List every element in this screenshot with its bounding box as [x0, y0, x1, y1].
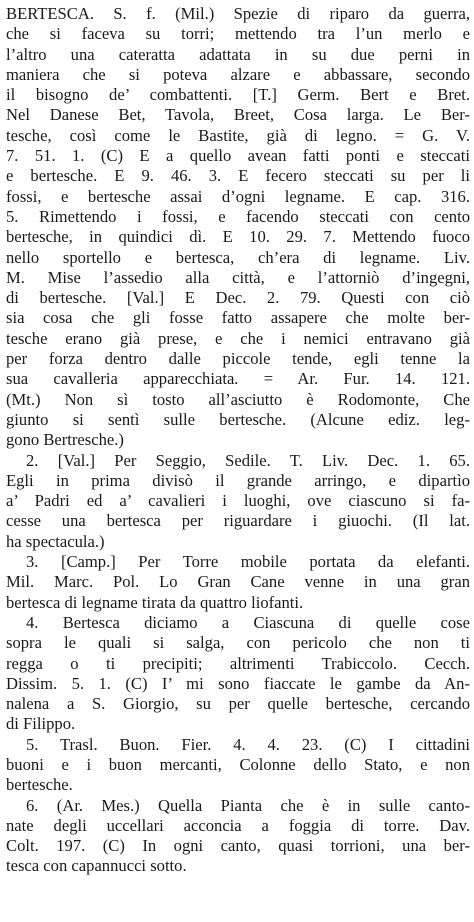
- entry-line: regga o ti precipiti; altrimenti Trabiccolo. Cecch.: [6, 653, 470, 673]
- entry-line: il bisogno de’ combattenti. [T.] Germ. Bert e Bret.: [6, 85, 470, 105]
- entry-line: tesca con capannucci sotto.: [6, 856, 187, 876]
- entry-line: nello sportello e bertesca, ch’era di legname. Liv.: [6, 247, 470, 267]
- entry-line: buoni e i buon mercanti, Colonne dello Stato, e non: [6, 754, 470, 774]
- entry-line: nalena a S. Giorgio, su per quelle bertesche, cercando: [6, 694, 470, 714]
- entry-line: maniera che si poteva alzare e abbassare, secondo: [6, 64, 470, 84]
- entry-line: per forza dentro dalle piccole tende, egli tenne la: [6, 349, 470, 369]
- entry-line: 5. Rimettendo i fossi, e facendo steccati con cento: [6, 206, 470, 226]
- entry-line: Nel Danese Bet, Tavola, Breet, Cosa larga. Le Ber-: [6, 105, 470, 125]
- entry-line: che si faceva su torri; mettendo tra l’un merlo e: [6, 24, 470, 44]
- entry-line: nate degli uccellari acconcia a foggia di torre. Dav.: [6, 815, 470, 835]
- entry-line: BERTESCA. S. f. (Mil.) Spezie di riparo da guerra,: [6, 4, 470, 23]
- entry-line: tesche, così come le Bastite, già di legno. = G. V.: [6, 125, 470, 145]
- entry-line: bertesche, in quindici dì. E 10. 29. 7. Mettendo fuoco: [6, 227, 470, 247]
- entry-line: sia cosa che gli fosse fatto assapere che molte ber-: [6, 308, 470, 328]
- entry-line: di bertesche. [Val.] E Dec. 2. 79. Questi con ciò: [6, 288, 470, 308]
- entry-line: fossi, e bertesche assai d’ogni legname. E cap. 316.: [6, 186, 470, 206]
- entry-line: gono Bertresche.): [6, 430, 124, 450]
- entry-line: 2. [Val.] Per Seggio, Sedile. T. Liv. Dec. 1. 65.: [26, 450, 470, 470]
- entry-line: ha spectacula.): [6, 531, 105, 551]
- entry-line: 3. [Camp.] Per Torre mobile portata da elefanti.: [26, 552, 470, 572]
- entry-line: tesche erano già prese, e che i nemici entravano già: [6, 328, 470, 348]
- entry-line: e bertesche. E 9. 46. 3. E fecero steccati su per li: [6, 166, 470, 186]
- entry-line: l’altro una cateratta adattata in su due perni in: [6, 44, 470, 64]
- entry-line: bertesca di legname tirata da quattro liofanti.: [6, 592, 304, 612]
- entry-line: a’ Padri ed a’ cavalieri i luoghi, ove ciascuno si fa-: [6, 491, 470, 511]
- entry-line: di Filippo.: [6, 714, 76, 734]
- entry-line: 5. Trasl. Buon. Fier. 4. 4. 23. (C) I cittadini: [26, 734, 470, 754]
- entry-line: Egli in prima divisò il grande arringo, e dipartìo: [6, 470, 470, 490]
- entry-line: 4. Bertesca diciamo a Ciascuna di quelle cose: [26, 612, 470, 632]
- entry-line: sopra le quali si salga, con pericolo che non ti: [6, 633, 470, 653]
- entry-line: Dissim. 5. 1. (C) I’ mi sono fiaccate le gambe da An-: [6, 673, 470, 693]
- entry-line: (Mt.) Non sì tosto all’asciutto è Rodomonte, Che: [6, 389, 470, 409]
- entry-line: M. Mise l’assedio alla città, e l’attorniò d’ingegni,: [6, 267, 470, 287]
- entry-line: giunto si sentì sulle bertesche. (Alcune ediz. leg-: [6, 409, 470, 429]
- entry-line: 7. 51. 1. (C) E a quello avean fatti ponti e steccati: [6, 146, 470, 166]
- entry-line: 6. (Ar. Mes.) Quella Pianta che è in sulle canto-: [26, 795, 470, 815]
- entry-line: Colt. 197. (C) In ogni canto, quasi torrioni, una ber-: [6, 836, 470, 856]
- entry-line: sua cavalleria apparecchiata. = Ar. Fur. 14. 121.: [6, 369, 470, 389]
- entry-line: cesse una bertesca per riguardare i giuochi. (Il lat.: [6, 511, 470, 531]
- entry-line: Mil. Marc. Pol. Lo Gran Cane venne in una gran: [6, 572, 470, 592]
- entry-line: bertesche.: [6, 775, 73, 795]
